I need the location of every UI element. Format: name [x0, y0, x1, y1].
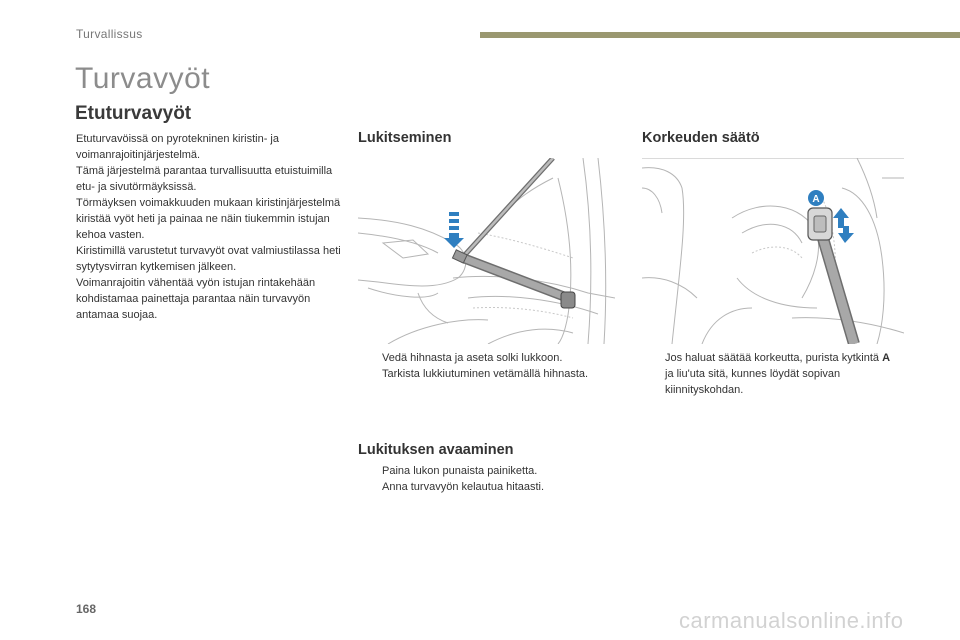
watermark: carmanualsonline.info [679, 608, 904, 633]
section-subtitle: Etuturvavyöt [75, 103, 192, 124]
unlocking-steps [360, 463, 620, 495]
marker-a-label: A [812, 194, 820, 205]
list-item [360, 479, 620, 495]
step-text: Tarkista lukkiutuminen vetämällä hihnasta. [382, 368, 589, 380]
step-text-before: Jos haluat säätää korkeutta, purista kytkintä [665, 352, 883, 364]
step-text: Vedä hihnasta ja aseta solki lukkoon. [382, 352, 563, 364]
header-bar [480, 32, 960, 38]
locking-steps [360, 350, 620, 382]
intro-text [76, 131, 346, 323]
intro-paragraph: Tämä järjestelmä parantaa turvallisuutta etuistuimilla etu- ja sivutörmäyksissä. [76, 165, 333, 193]
intro-paragraph: Kiristimillä varustetut turvavyöt ovat valmiustilassa heti sytytysvirran kytkemisen jälkeen. [76, 245, 341, 273]
step-text: Anna turvavyön kelautua hitaasti. [382, 481, 545, 493]
height-heading: Korkeuden säätö [642, 130, 760, 146]
section-label: Turvallissus [76, 27, 143, 41]
seatbelt-height-drawing [642, 158, 904, 344]
intro-paragraph: Voimanrajoitin vähentää vyön istujan rintakehään kohdistamaa painettaja parantaa näin turvavyön antamaa suojaa. [76, 277, 316, 321]
step-key: A [882, 352, 891, 364]
page-number: 168 [76, 602, 97, 616]
locking-illustration [358, 158, 615, 344]
list-item [360, 463, 620, 479]
locking-heading: Lukitseminen [358, 130, 452, 146]
intro-paragraph: Etuturvavöissä on pyrotekninen kiristin- ja voimanrajoitinjärjestelmä. [76, 133, 279, 161]
seatbelt-buckle-drawing [358, 158, 615, 344]
unlocking-heading: Lukituksen avaaminen [358, 442, 514, 458]
list-item [360, 350, 620, 366]
list-item [643, 350, 893, 398]
step-text-after: ja liu'uta sitä, kunnes löydät sopivan kiinnityskohdan. [665, 368, 841, 396]
height-steps [643, 350, 893, 398]
list-item [360, 366, 620, 382]
page-title: Turvavyöt [75, 62, 211, 95]
height-illustration [642, 158, 904, 344]
intro-paragraph: Törmäyksen voimakkuuden mukaan kiristinjärjestelmä kiristää vyöt heti ja painaa ne näin tiukemmin istujan kehoa vasten. [76, 197, 341, 241]
step-text: Paina lukon punaista painiketta. [382, 465, 538, 477]
